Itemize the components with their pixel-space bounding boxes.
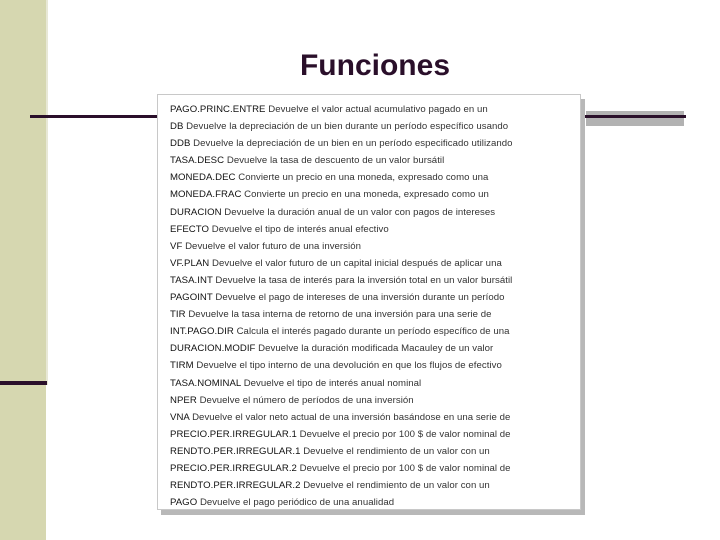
function-name: MONEDA.FRAC [170,189,242,201]
function-name: INT.PAGO.DIR [170,326,234,338]
function-row [170,118,580,135]
function-name: NPER [170,394,197,406]
function-name: PAGOINT [170,292,213,304]
function-list [158,95,580,510]
function-description: Devuelve el valor futuro de una inversión [185,240,361,252]
function-name: MONEDA.DEC [170,172,236,184]
function-description: Devuelve la depreciación de un bien durante un período específico usando [186,121,509,133]
function-description: Devuelve la depreciación de un bien en un período especificado utilizando [193,138,513,150]
function-description: Devuelve el tipo de interés anual efectivo [211,223,389,235]
function-name: TASA.INT [170,274,213,286]
function-row [170,186,580,203]
function-description: Devuelve el tipo de interés anual nominal [243,377,422,389]
function-row [170,221,580,238]
left-sidebar-bar [0,0,46,540]
function-description: Devuelve el número de períodos de una inversión [199,394,414,406]
function-description: Convierte un precio en una moneda, expresado como un [244,189,489,201]
left-sidebar-edge [46,0,48,385]
function-name: DURACION.MODIF [170,343,256,355]
function-name: VNA [170,411,190,423]
function-name: PRECIO.PER.IRREGULAR.1 [170,428,297,440]
function-description: Devuelve el pago periódico de una anualidad [199,497,395,509]
function-row [170,460,580,477]
function-row [170,272,580,289]
function-description: Devuelve el valor neto actual de una inversión basándose en una serie de [192,411,511,423]
function-row [170,255,580,272]
function-description: Devuelve el pago de intereses de una inversión durante un período [215,292,505,304]
function-name: VF [170,240,183,252]
function-description: Devuelve el tipo interno de una devolución en que los flujos de efectivo [196,360,502,372]
function-description: Devuelve el valor futuro de un capital inicial después de aplicar una [212,257,502,269]
title-rule-accent-top [586,111,684,115]
function-name: RENDTO.PER.IRREGULAR.2 [170,480,301,492]
function-name: TIR [170,309,186,321]
function-description: Devuelve la duración anual de un valor con pagos de intereses [224,206,496,218]
function-description: Calcula el interés pagado durante un período específico de una [236,326,510,338]
function-row [170,357,580,374]
function-description: Devuelve la duración modificada Macauley de un valor [258,343,494,355]
function-description: Devuelve la tasa interna de retorno de una inversión para una serie de [188,309,492,321]
function-row [170,426,580,443]
function-description: Devuelve la tasa de descuento de un valor bursátil [226,155,445,167]
function-row [170,494,580,510]
function-name: TASA.NOMINAL [170,377,241,389]
function-description: Devuelve el precio por 100 $ de valor nominal de [299,428,511,440]
function-row [170,101,580,118]
slide-title: Funciones [299,49,450,82]
function-row [170,477,580,494]
function-name: RENDTO.PER.IRREGULAR.1 [170,445,301,457]
title-rule-accent-bottom [586,118,684,126]
function-name: PAGO [170,497,198,509]
function-name: EFECTO [170,223,210,235]
function-description: Devuelve la tasa de interés para la inversión total en un valor bursátil [215,274,513,286]
function-name: DB [170,121,184,133]
function-list-panel [157,94,581,510]
function-name: PRECIO.PER.IRREGULAR.2 [170,462,297,474]
function-description: Devuelve el precio por 100 $ de valor nominal de [299,462,511,474]
function-name: TIRM [170,360,194,372]
function-row [170,340,580,357]
function-row [170,392,580,409]
function-row [170,443,580,460]
function-row [170,238,580,255]
function-row [170,375,580,392]
function-row [170,323,580,340]
function-description: Convierte un precio en una moneda, expresado como una [238,172,489,184]
function-description: Devuelve el rendimiento de un valor con un [303,480,490,492]
function-row [170,204,580,221]
function-description: Devuelve el valor actual acumulativo pagado en un [268,104,488,115]
function-row [170,289,580,306]
left-sidebar-bottom-rule [0,381,47,385]
function-description: Devuelve el rendimiento de un valor con un [303,445,490,457]
function-name: TASA.DESC [170,155,225,167]
function-name: VF.PLAN [170,257,210,269]
function-row [170,409,580,426]
function-name: PAGO.PRINC.ENTRE [170,104,266,115]
function-name: DDB [170,138,191,150]
function-row [170,135,580,152]
function-row [170,306,580,323]
function-name: DURACION [170,206,222,218]
function-row [170,169,580,186]
function-row [170,152,580,169]
